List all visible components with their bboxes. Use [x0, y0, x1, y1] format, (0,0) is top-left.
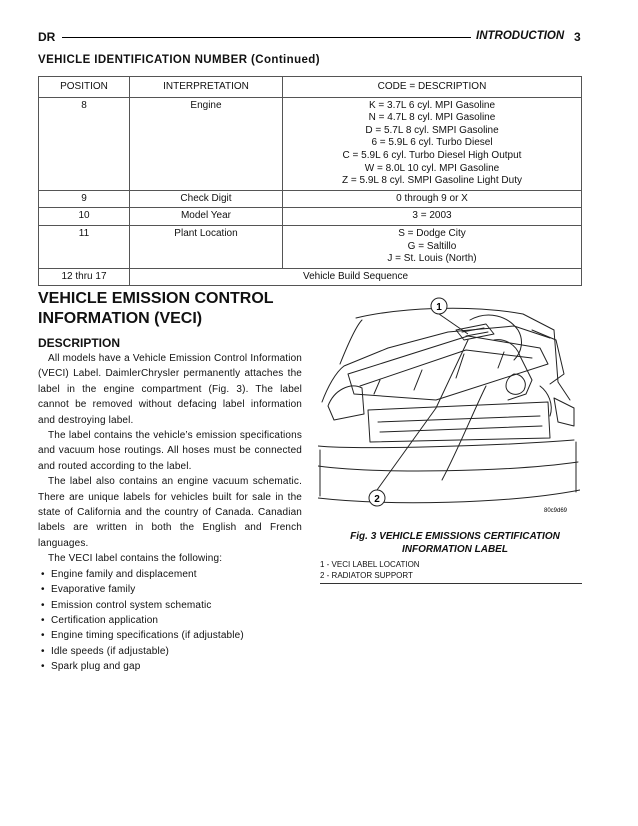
veci-contents-list [38, 567, 302, 675]
list-item: • Engine timing specifications (if adjustable) [38, 628, 302, 643]
table-row [39, 97, 582, 190]
cell-codes [283, 97, 582, 190]
code-line: K = 3.7L 6 cyl. MPI Gasoline [368, 99, 496, 111]
header-chapter-title: INTRODUCTION [476, 30, 565, 42]
legend-item: 2 - RADIATOR SUPPORT [320, 570, 413, 580]
cell-position: 8 [39, 97, 130, 190]
section-title: VEHICLE IDENTIFICATION NUMBER (Continued) [38, 54, 320, 66]
cell-interpretation: Model Year [130, 208, 283, 226]
column-header-position: POSITION [39, 77, 130, 98]
header-rule [62, 37, 471, 38]
code-line: W = 8.0L 10 cyl. MPI Gasoline [364, 162, 500, 174]
callout-label: 2 [374, 494, 380, 505]
list-item: • Certification application [38, 613, 302, 628]
table-header-row [39, 77, 582, 98]
code-line: Z = 5.9L 8 cyl. SMPI Gasoline Light Duty [342, 175, 522, 187]
paragraph: The label also contains an engine vacuum schematic. There are unique labels for vehicles built for sale in the state of California and the country of Canada. Canadian labels are written in both the English and French languages. [38, 476, 302, 549]
code-line: J = St. Louis (North) [387, 253, 477, 265]
code-line: S = Dodge City [398, 227, 466, 239]
cell-position: 9 [39, 190, 130, 208]
cell-interpretation: Plant Location [130, 225, 283, 268]
table-row [39, 225, 582, 268]
code-line: N = 4.7L 8 cyl. MPI Gasoline [368, 112, 496, 124]
caption-line: INFORMATION LABEL [402, 544, 508, 555]
cell-codes [283, 225, 582, 268]
veci-heading [38, 289, 308, 329]
legend-item: 1 - VECI LABEL LOCATION [320, 560, 420, 569]
list-item: • Engine family and displacement [38, 567, 302, 582]
header-section-code: DR [38, 30, 56, 44]
veci-label-location-figure [318, 290, 580, 522]
code-line: 3 = 2003 [412, 210, 452, 222]
cell-position: 11 [39, 225, 130, 268]
page-number: 3 [574, 30, 581, 44]
description-body [38, 351, 302, 675]
cell-interpretation: Check Digit [130, 190, 283, 208]
paragraph: The VECI label contains the following: [48, 553, 223, 565]
table-row [39, 268, 582, 286]
list-item: • Evaporative family [38, 582, 302, 597]
description-heading: DESCRIPTION [38, 336, 121, 350]
column-header-interpretation: INTERPRETATION [130, 77, 283, 98]
paragraph: The label contains the vehicle’s emission specifications and vacuum hose routings. All hoses must be connected and routed according to the label. [38, 430, 302, 472]
veci-heading-line: INFORMATION (VECI) [38, 310, 203, 327]
code-line: D = 5.7L 8 cyl. SMPI Gasoline [365, 124, 499, 136]
table-row [39, 190, 582, 208]
list-item: • Idle speeds (if adjustable) [38, 644, 302, 659]
cell-position: 10 [39, 208, 130, 226]
code-line: G = Saltillo [407, 240, 457, 252]
figure-code: 80c9d69 [544, 508, 568, 514]
cell-codes [283, 208, 582, 226]
list-item: • Spark plug and gap [38, 659, 302, 674]
figure-legend [320, 560, 420, 581]
code-line: 6 = 5.9L 6 cyl. Turbo Diesel [371, 137, 493, 149]
code-line: 0 through 9 or X [396, 192, 468, 204]
figure-caption [330, 530, 580, 556]
table-row [39, 208, 582, 226]
code-line: C = 5.9L 6 cyl. Turbo Diesel High Output [342, 149, 522, 161]
paragraph: All models have a Vehicle Emission Control Information (VECI) Label. DaimlerChrysler permanently attaches the label in the engine compartment (Fig. 3). The label cannot be removed without defacing label information and destroying label. [38, 353, 302, 426]
list-item: • Emission control system schematic [38, 598, 302, 613]
cell-position: 12 thru 17 [39, 268, 130, 286]
caption-line: Fig. 3 VEHICLE EMISSIONS CERTIFICATION [350, 531, 560, 542]
cell-interpretation: Engine [130, 97, 283, 190]
callout-label: 1 [436, 302, 442, 313]
cell-build-sequence: Vehicle Build Sequence [130, 268, 582, 286]
legend-rule [320, 583, 582, 584]
vin-table [38, 76, 582, 286]
cell-codes [283, 190, 582, 208]
veci-heading-line: VEHICLE EMISSION CONTROL [38, 290, 274, 307]
column-header-code: CODE = DESCRIPTION [283, 77, 582, 98]
